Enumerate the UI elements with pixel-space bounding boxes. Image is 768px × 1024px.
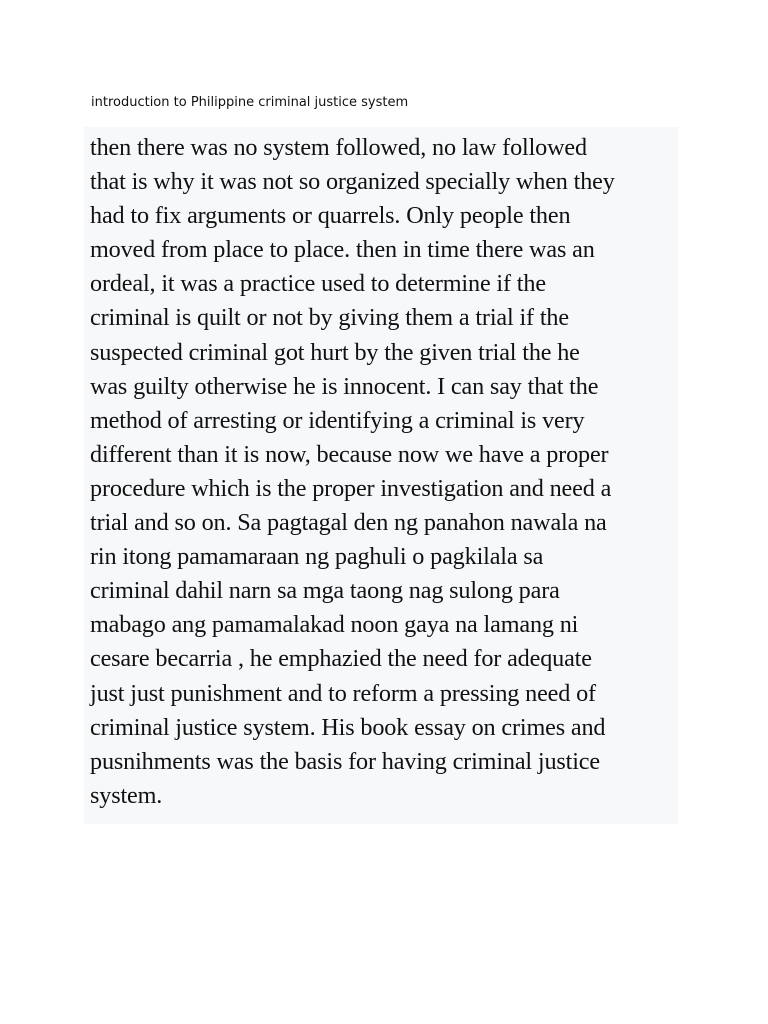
body-line: had to fix arguments or quarrels. Only people then xyxy=(90,202,571,230)
body-line: criminal is quilt or not by giving them a trial if the xyxy=(90,304,569,332)
body-line: suspected criminal got hurt by the given trial the he xyxy=(90,338,580,366)
body-line: rin itong pamamaraan ng paghuli o pagkilala sa xyxy=(90,543,544,571)
body-line: that is why it was not so organized specially when they xyxy=(90,168,615,196)
body-line: ordeal, it was a practice used to determine if the xyxy=(90,270,546,298)
document-title: introduction to Philippine criminal justice system xyxy=(91,95,409,110)
body-line: criminal justice system. His book essay on crimes and xyxy=(90,713,606,741)
body-line: mabago ang pamamalakad noon gaya na lamang ni xyxy=(90,611,579,639)
body-line: then there was no system followed, no law followed xyxy=(90,134,587,161)
body-line: system. xyxy=(90,781,163,809)
body-line: cesare becarria , he emphazied the need for adequate xyxy=(90,645,592,673)
body-line: moved from place to place. then in time there was an xyxy=(90,236,595,264)
document-body xyxy=(84,127,678,824)
body-line: trial and so on. Sa pagtagal den ng panahon nawala na xyxy=(90,509,607,537)
body-line: pusnihments was the basis for having criminal justice xyxy=(90,747,600,775)
body-line: method of arresting or identifying a criminal is very xyxy=(90,406,585,434)
body-line: criminal dahil narn sa mga taong nag sulong para xyxy=(90,577,560,605)
body-line: procedure which is the proper investigation and need a xyxy=(90,474,612,502)
body-line: was guilty otherwise he is innocent. I can say that the xyxy=(90,372,599,400)
body-line: just just punishment and to reform a pressing need of xyxy=(90,679,596,707)
body-line: different than it is now, because now we have a proper xyxy=(90,440,609,468)
